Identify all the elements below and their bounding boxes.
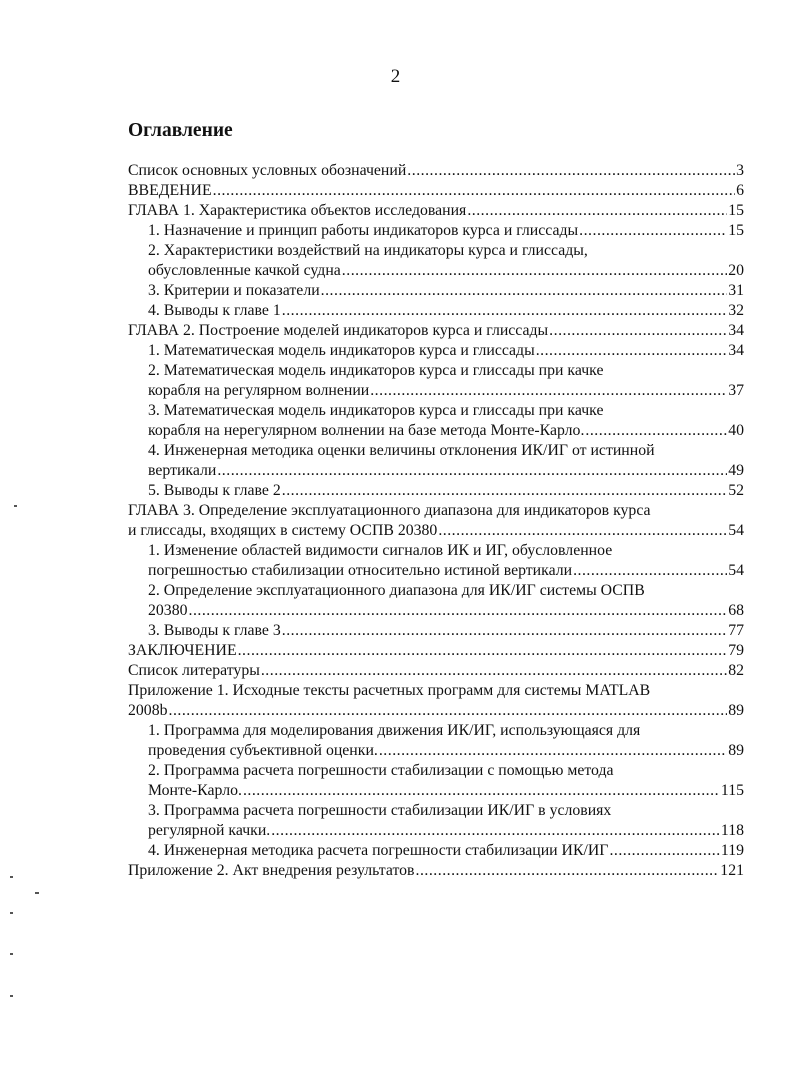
toc-entry: проведения субъективной оценки. ..... 89 [148, 741, 744, 761]
toc-entry: Приложение 2. Акт внедрения результатов ..... 121 [128, 861, 744, 881]
toc-entry: Приложение 1. Исходные тексты расчетных программ для системы MATLAB [128, 682, 651, 699]
scan-speck [10, 876, 13, 878]
toc-entry: регулярной качки. ..... 118 [148, 821, 744, 841]
toc-entry: 3. Выводы к главе 3 ..... 77 [148, 621, 744, 641]
scan-speck [10, 995, 13, 997]
toc-entry: 1. Программа для моделирования движения ИК/ИГ, использующаяся для [148, 722, 641, 739]
toc-entry: 2008b ..... 89 [128, 701, 744, 721]
toc-entry: Список основных условных обозначений ..... 3 [128, 161, 744, 181]
scan-speck [35, 892, 39, 894]
page-number: 2 [390, 66, 401, 87]
toc-entry: 2. Программа расчета погрешности стабилизации с помощью метода [148, 762, 614, 779]
toc-entry: ГЛАВА 2. Построение моделей индикаторов курса и глиссады ..... 34 [128, 321, 744, 341]
toc-entry: ВВЕДЕНИЕ ..... 6 [128, 181, 744, 201]
toc-entry: 1. Назначение и принцип работы индикаторов курса и глиссады ..... 15 [148, 221, 744, 241]
toc-entry: погрешностью стабилизации относительно истиной вертикали ..... 54 [148, 561, 744, 581]
toc-entry: 3. Математическая модель индикаторов курса и глиссады при качке [148, 402, 604, 419]
toc-entry: 5. Выводы к главе 2 ..... 52 [148, 481, 744, 501]
toc-entry: ЗАКЛЮЧЕНИЕ ..... 79 [128, 641, 744, 661]
toc-entry: 4. Инженерная методика расчета погрешности стабилизации ИК/ИГ ..... 119 [148, 841, 744, 861]
toc-entry: 2. Определение эксплуатационного диапазона для ИК/ИГ системы ОСПВ [148, 582, 645, 599]
toc-entry: 3. Критерии и показатели ..... 31 [148, 281, 744, 301]
toc-entry: корабля на регулярном волнении ..... 37 [148, 381, 744, 401]
scan-speck [10, 912, 13, 914]
toc-entry: Монте-Карло. ..... 115 [148, 781, 744, 801]
toc-entry: 2. Математическая модель индикаторов курса и глиссады при качке [148, 362, 604, 379]
toc-entry: Список литературы ..... 82 [128, 661, 744, 681]
toc-entry: 4. Выводы к главе 1 ..... 32 [148, 301, 744, 321]
toc-entry: 3. Программа расчета погрешности стабилизации ИК/ИГ в условиях [148, 802, 612, 819]
toc-entry: корабля на нерегулярном волнении на базе метода Монте-Карло. ..... 40 [148, 421, 744, 441]
toc-heading: Оглавление [128, 120, 233, 141]
scan-speck [14, 505, 17, 507]
toc-entry: 2. Характеристики воздействий на индикаторы курса и глиссады, [148, 242, 588, 259]
toc-entry: ГЛАВА 3. Определение эксплуатационного диапазона для индикаторов курса [128, 502, 651, 519]
toc-entry: 4. Инженерная методика оценки величины отклонения ИК/ИГ от истинной [148, 442, 655, 459]
toc-entry: обусловленные качкой судна ..... 20 [148, 261, 744, 281]
toc-entry: 20380 ..... 68 [148, 601, 744, 621]
toc-entry: и глиссады, входящих в систему ОСПВ 20380 ..... 54 [128, 521, 744, 541]
toc-entry: ГЛАВА 1. Характеристика объектов исследования ..... 15 [128, 201, 744, 221]
toc-entry: вертикали ..... 49 [148, 461, 744, 481]
toc-entry: 1. Изменение областей видимости сигналов ИК и ИГ, обусловленное [148, 542, 613, 559]
scan-speck [10, 953, 13, 955]
toc-entry: 1. Математическая модель индикаторов курса и глиссады ..... 34 [148, 341, 744, 361]
